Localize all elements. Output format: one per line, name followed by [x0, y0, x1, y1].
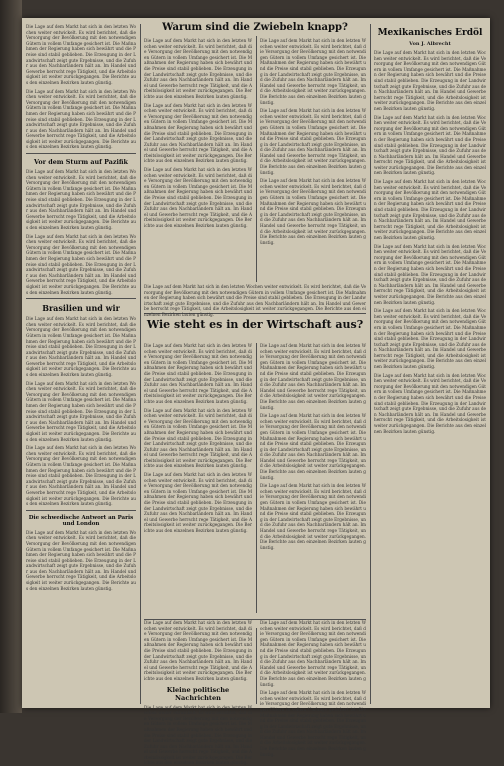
- article-text: Die Lage auf dem Markt hat sich in den letzten Wochen weiter entwickelt. Es wird berichtet, daß die Versorgung der Bevölkerung mit den notwendigen Gütern in vollem Umfange gesichert ist. Die Maßnahmen der Regierung haben sich bewährt und die Preise sind stabil geblieben. Die Erzeugung in der Landwirtschaft zeigt gute Ergebnisse, und die Zufuhr aus den Nachbarländern hält an. Im Handel und Gewerbe herrscht rege Tätigkeit, und die Arbeitslosigkeit ist weiter zurückgegangen. Die Berichte aus den einzelnen Bezirken lauten günstig.: [374, 179, 486, 240]
- headline-answer: Die schwedische Antwort an Paris und London: [28, 514, 134, 527]
- article-text: Die Lage auf dem Markt hat sich in den letzten Wochen weiter entwickelt. Es wird berichtet, daß die Versorgung der Bevölkerung mit den notwendigen Gütern in vollem Umfange gesichert ist. Die Maßnahmen der Regierung haben sich bewährt und die Preise sind stabil geblieben. Die Erzeugung in der Landwirtschaft zeigt gute Ergebnisse, und die Zufuhr aus den Nachbarländern hält an. Im Handel und Gewerbe herrscht rege Tätigkeit, und die Arbeitslosigkeit ist weiter zurückgegangen. Die Berichte aus den einzelnen Bezirken lauten günstig.: [374, 372, 486, 434]
- article-text: Die Lage auf dem Markt hat sich in den letzten Wochen weiter entwickelt. Es wird berichtet, daß die Versorgung der Bevölkerung mit den notwendigen Gütern in vollem Umfange gesichert ist. Die Maßnahmen der Regierung haben sich bewährt und die Preise sind stabil geblieben. Die Erzeugung in der Landwirtschaft zeigt gute Ergebnisse, und die Zufuhr aus den Nachbarländern hält an. Im Handel und Gewerbe herrscht rege Tätigkeit, und die Arbeitslosigkeit ist weiter zurückgegangen. Die Berichte aus den einzelnen Bezirken lauten günstig.: [144, 472, 252, 533]
- article-text: Die Lage auf dem Markt hat sich in den letzten Wochen weiter entwickelt. Es wird berichtet, daß die Versorgung der Bevölkerung mit den notwendigen Gütern in vollem Umfange gesichert ist. Die Maßnahmen der Regierung haben sich bewährt und die Preise sind stabil geblieben. Die Erzeugung in der Landwirtschaft zeigt gute Ergebnisse, und die Zufuhr aus den Nachbarländern hält an. Im Handel und Gewerbe herrscht rege Tätigkeit, und die Arbeitslosigkeit ist weiter zurückgegangen. Die Berichte aus den einzelnen Bezirken lauten günstig.: [26, 316, 136, 378]
- article-text: Die Lage auf dem Markt hat sich in den letzten Wochen weiter entwickelt. Es wird berichtet, daß die Versorgung der Bevölkerung mit den notwendigen Gütern in vollem Umfange gesichert ist. Die Maßnahmen der Regierung haben sich bewährt und die Preise sind stabil geblieben. Die Erzeugung in der Landwirtschaft zeigt gute Ergebnisse, und die Zufuhr aus den Nachbarländern hält an. Im Handel und Gewerbe herrscht rege Tätigkeit, und die Arbeitslosigkeit ist weiter zurückgegangen. Die Berichte aus den einzelnen Bezirken lauten günstig.: [260, 690, 366, 757]
- article-text: Die Lage auf dem Markt hat sich in den letzten Wochen weiter entwickelt. Es wird berichtet, daß die Versorgung der Bevölkerung mit den notwendigen Gütern in vollem Umfange gesichert ist. Die Maßnahmen der Regierung haben sich bewährt und die Preise sind stabil geblieben. Die Erzeugung in der Landwirtschaft zeigt gute Ergebnisse, und die Zufuhr aus den Nachbarländern hält an. Im Handel und Gewerbe herrscht rege Tätigkeit, und die Arbeitslosigkeit ist weiter zurückgegangen. Die Berichte aus den einzelnen Bezirken lauten günstig.: [374, 243, 486, 305]
- article-text: Die Lage auf dem Markt hat sich in den letzten Wochen weiter entwickelt. Es wird berichtet, daß die Versorgung der Bevölkerung mit den notwendigen Gütern in vollem Umfange gesichert ist. Die Maßnahmen der Regierung haben sich bewährt und die Preise sind stabil geblieben. Die Erzeugung in der Landwirtschaft zeigt gute Ergebnisse, und die Zufuhr aus den Nachbarländern hält an. Im Handel und Gewerbe herrscht rege Tätigkeit, und die Arbeitslosigkeit ist weiter zurückgegangen. Die Berichte aus den einzelnen Bezirken lauten günstig.: [374, 50, 486, 111]
- article-text: Die Lage auf dem Markt hat sich in den letzten Wochen weiter entwickelt. Es wird berichtet, daß die Versorgung der Bevölkerung mit den notwendigen Gütern in vollem Umfange gesichert ist. Die Maßnahmen der Regierung haben sich bewährt und die Preise sind stabil geblieben. Die Erzeugung in der Landwirtschaft zeigt gute Ergebnisse, und die Zufuhr aus den Nachbarländern hält an. Im Handel und Gewerbe herrscht rege Tätigkeit, und die Arbeitslosigkeit ist weiter zurückgegangen. Die Berichte aus den einzelnen Bezirken lauten günstig.: [26, 380, 136, 442]
- article-text: Die Lage auf dem Markt hat sich in den letzten Wochen weiter entwickelt. Es wird berichtet, daß die Versorgung der Bevölkerung mit den notwendigen Gütern in vollem Umfange gesichert ist. Die Maßnahmen der Regierung haben sich bewährt und die Preise sind stabil geblieben. Die Erzeugung in der Landwirtschaft zeigt gute Ergebnisse, und die Zufuhr aus den Nachbarländern hält an. Im Handel und Gewerbe herrscht rege Tätigkeit, und die Arbeitslosigkeit ist weiter zurückgegangen. Die Berichte aus den einzelnen Bezirken lauten günstig.: [260, 108, 366, 175]
- article-text: Die Lage auf dem Markt hat sich in den letzten Wochen weiter entwickelt. Es wird berichtet, daß die Versorgung der Bevölkerung mit den notwendigen Gütern in vollem Umfange gesichert ist. Die Maßnahmen der Regierung haben sich bewährt und die Preise sind stabil geblieben. Die Erzeugung in der Landwirtschaft zeigt gute Ergebnisse, und die Zufuhr aus den Nachbarländern hält an. Im Handel und Gewerbe herrscht rege Tätigkeit, und die Arbeitslosigkeit ist weiter zurückgegangen. Die Berichte aus den einzelnen Bezirken lauten günstig.: [144, 620, 252, 681]
- article-text: Die Lage auf dem Markt hat sich in den letzten Wochen weiter entwickelt. Es wird berichtet, daß die Versorgung der Bevölkerung mit den notwendigen Gütern in vollem Umfange gesichert ist. Die Maßnahmen der Regierung haben sich bewährt und die Preise sind stabil geblieben. Die Erzeugung in der Landwirtschaft zeigt gute Ergebnisse, und die Zufuhr aus den Nachbarländern hält an. Im Handel und Gewerbe herrscht rege Tätigkeit, und die Arbeitslosigkeit ist weiter zurückgegangen. Die Berichte aus den einzelnen Bezirken lauten günstig.: [260, 620, 366, 687]
- headline-onion: Warum sind die Zwiebeln knapp?: [162, 22, 348, 33]
- headline-brazil: Brasilien und wir: [42, 303, 120, 314]
- article-text: Die Lage auf dem Markt hat sich in den letzten Wochen weiter entwickelt. Es wird berichtet, daß die Versorgung der Bevölkerung mit den notwendigen Gütern in vollem Umfange gesichert ist. Die Maßnahmen der Regierung haben sich bewährt und die Preise sind stabil geblieben. Die Erzeugung in der Landwirtschaft zeigt gute Ergebnisse, und die Zufuhr aus den Nachbarländern hält an. Im Handel und Gewerbe herrscht rege Tätigkeit, und die Arbeitslosigkeit ist weiter zurückgegangen. Die Berichte aus den einzelnen Bezirken lauten günstig.: [144, 407, 252, 469]
- article-text: Die Lage auf dem Markt hat sich in den letzten Wochen weiter entwickelt. Es wird berichtet, daß die Versorgung der Bevölkerung mit den notwendigen Gütern in vollem Umfange gesichert ist. Die Maßnahmen der Regierung haben sich bewährt und die Preise sind stabil geblieben. Die Erzeugung in der Landwirtschaft zeigt gute Ergebnisse, und die Zufuhr aus den Nachbarländern hält an. Im Handel und Gewerbe herrscht rege Tätigkeit, und die Arbeitslosigkeit ist weiter zurückgegangen. Die Berichte aus den einzelnen Bezirken lauten günstig.: [26, 24, 136, 85]
- article-text: Die Lage auf dem Markt hat sich in den letzten Wochen weiter entwickelt. Es wird berichtet, daß die Versorgung der Bevölkerung mit den notwendigen Gütern in vollem Umfange gesichert ist. Die Maßnahmen der Regierung haben sich bewährt und die Preise sind stabil geblieben. Die Erzeugung in der Landwirtschaft zeigt gute Ergebnisse, und die Zufuhr aus den Nachbarländern hält an. Im Handel und Gewerbe herrscht rege Tätigkeit, und die Arbeitslosigkeit ist weiter zurückgegangen. Die Berichte aus den einzelnen Bezirken lauten günstig.: [144, 38, 252, 99]
- headline-mexico: Mexikanisches Erdöl: [377, 28, 483, 38]
- article-text: Die Lage auf dem Markt hat sich in den letzten Wochen weiter entwickelt. Es wird berichtet, daß die Versorgung der Bevölkerung mit den notwendigen Gütern in vollem Umfange gesichert ist. Die Maßnahmen der Regierung haben sich bewährt und die Preise sind stabil geblieben. Die Erzeugung in der Landwirtschaft zeigt gute Ergebnisse, und die Zufuhr aus den Nachbarländern hält an. Im Handel und Gewerbe herrscht rege Tätigkeit, und die Arbeitslosigkeit ist weiter zurückgegangen. Die Berichte aus den einzelnen Bezirken lauten günstig.: [144, 102, 252, 164]
- paper-tone: [22, 18, 490, 708]
- article-text: Die Lage auf dem Markt hat sich in den letzten Wochen weiter entwickelt. Es wird berichtet, daß die Versorgung der Bevölkerung mit den notwendigen Gütern in vollem Umfange gesichert ist. Die Maßnahmen der Regierung haben sich bewährt und die Preise sind stabil geblieben. Die Erzeugung in der Landwirtschaft zeigt gute Ergebnisse, und die Zufuhr aus den Nachbarländern hält an. Im Handel und Gewerbe herrscht rege Tätigkeit, und die Arbeitslosigkeit ist weiter zurückgegangen. Die Berichte aus den einzelnen Bezirken lauten günstig.: [26, 445, 136, 507]
- article-text: Die Lage auf dem Markt hat sich in den letzten Wochen weiter entwickelt. Es wird berichtet, daß die Versorgung der Bevölkerung mit den notwendigen Gütern in vollem Umfange gesichert ist. Die Maßnahmen der Regierung haben sich bewährt und die Preise sind stabil geblieben. Die Erzeugung in der Landwirtschaft zeigt gute Ergebnisse, und die Zufuhr aus den Nachbarländern hält an. Im Handel und Gewerbe herrscht rege Tätigkeit, und die Arbeitslosigkeit ist weiter zurückgegangen. Die Berichte aus den einzelnen Bezirken lauten günstig.: [260, 38, 366, 105]
- headline-politics: Kleine politische Nachrichten: [166, 685, 230, 702]
- headline-pacific: Vor dem Sturm auf Pazifik: [34, 158, 128, 167]
- byline: Von J. Albrecht: [409, 41, 451, 47]
- article-text: Die Lage auf dem Markt hat sich in den letzten Wochen weiter entwickelt. Es wird berichtet, daß die Versorgung der Bevölkerung mit den notwendigen Gütern in vollem Umfange gesichert ist. Die Maßnahmen der Regierung haben sich bewährt und die Preise sind stabil geblieben. Die Erzeugung in der Landwirtschaft zeigt gute Ergebnisse, und die Zufuhr aus den Nachbarländern hält an. Im Handel und Gewerbe herrscht rege Tätigkeit, und die Arbeitslosigkeit ist weiter zurückgegangen. Die Berichte aus den einzelnen Bezirken lauten günstig.: [26, 233, 136, 295]
- article-text: Die Lage auf dem Markt hat sich in den letzten Wochen weiter entwickelt. Es wird berichtet, daß die Versorgung der Bevölkerung mit den notwendigen Gütern in vollem Umfange gesichert ist. Die Maßnahmen der Regierung haben sich bewährt und die Preise sind stabil geblieben. Die Erzeugung in der Landwirtschaft zeigt gute Ergebnisse, und die Zufuhr aus den Nachbarländern hält an. Im Handel und Gewerbe herrscht rege Tätigkeit, und die Arbeitslosigkeit ist weiter zurückgegangen. Die Berichte aus den einzelnen Bezirken lauten günstig.: [26, 529, 136, 591]
- article-text: Die Lage auf dem Markt hat sich in den letzten Wochen weiter entwickelt. Es wird berichtet, daß die Versorgung der Bevölkerung mit den notwendigen Gütern in vollem Umfange gesichert ist. Die Maßnahmen der Regierung haben sich bewährt und die Preise sind stabil geblieben. Die Erzeugung in der Landwirtschaft zeigt gute Ergebnisse, und die Zufuhr aus den Nachbarländern hält an. Im Handel und Gewerbe herrscht rege Tätigkeit, und die Arbeitslosigkeit ist weiter zurückgegangen. Die Berichte aus den einzelnen Bezirken lauten günstig.: [144, 704, 252, 766]
- article-text: Die Lage auf dem Markt hat sich in den letzten Wochen weiter entwickelt. Es wird berichtet, daß die Versorgung der Bevölkerung mit den notwendigen Gütern in vollem Umfange gesichert ist. Die Maßnahmen der Regierung haben sich bewährt und die Preise sind stabil geblieben. Die Erzeugung in der Landwirtschaft zeigt gute Ergebnisse, und die Zufuhr aus den Nachbarländern hält an. Im Handel und Gewerbe herrscht rege Tätigkeit, und die Arbeitslosigkeit ist weiter zurückgegangen. Die Berichte aus den einzelnen Bezirken lauten günstig.: [144, 167, 252, 228]
- article-text: Die Lage auf dem Markt hat sich in den letzten Wochen weiter entwickelt. Es wird berichtet, daß die Versorgung der Bevölkerung mit den notwendigen Gütern in vollem Umfange gesichert ist. Die Maßnahmen der Regierung haben sich bewährt und die Preise sind stabil geblieben. Die Erzeugung in der Landwirtschaft zeigt gute Ergebnisse, und die Zufuhr aus den Nachbarländern hält an. Im Handel und Gewerbe herrscht rege Tätigkeit, und die Arbeitslosigkeit ist weiter zurückgegangen. Die Berichte aus den einzelnen Bezirken lauten günstig.: [26, 88, 136, 150]
- article-text: Die Lage auf dem Markt hat sich in den letzten Wochen weiter entwickelt. Es wird berichtet, daß die Versorgung der Bevölkerung mit den notwendigen Gütern in vollem Umfange gesichert ist. Die Maßnahmen der Regierung haben sich bewährt und die Preise sind stabil geblieben. Die Erzeugung in der Landwirtschaft zeigt gute Ergebnisse, und die Zufuhr aus den Nachbarländern hält an. Im Handel und Gewerbe herrscht rege Tätigkeit, und die Arbeitslosigkeit ist weiter zurückgegangen. Die Berichte aus den einzelnen Bezirken lauten günstig.: [144, 284, 366, 317]
- newspaper-page: [22, 18, 490, 766]
- article-text: Die Lage auf dem Markt hat sich in den letzten Wochen weiter entwickelt. Es wird berichtet, daß die Versorgung der Bevölkerung mit den notwendigen Gütern in vollem Umfange gesichert ist. Die Maßnahmen der Regierung haben sich bewährt und die Preise sind stabil geblieben. Die Erzeugung in der Landwirtschaft zeigt gute Ergebnisse, und die Zufuhr aus den Nachbarländern hält an. Im Handel und Gewerbe herrscht rege Tätigkeit, und die Arbeitslosigkeit ist weiter zurückgegangen. Die Berichte aus den einzelnen Bezirken lauten günstig.: [260, 178, 366, 245]
- article-text: Die Lage auf dem Markt hat sich in den letzten Wochen weiter entwickelt. Es wird berichtet, daß die Versorgung der Bevölkerung mit den notwendigen Gütern in vollem Umfange gesichert ist. Die Maßnahmen der Regierung haben sich bewährt und die Preise sind stabil geblieben. Die Erzeugung in der Landwirtschaft zeigt gute Ergebnisse, und die Zufuhr aus den Nachbarländern hält an. Im Handel und Gewerbe herrscht rege Tätigkeit, und die Arbeitslosigkeit ist weiter zurückgegangen. Die Berichte aus den einzelnen Bezirken lauten günstig.: [260, 343, 366, 410]
- article-text: Die Lage auf dem Markt hat sich in den letzten Wochen weiter entwickelt. Es wird berichtet, daß die Versorgung der Bevölkerung mit den notwendigen Gütern in vollem Umfange gesichert ist. Die Maßnahmen der Regierung haben sich bewährt und die Preise sind stabil geblieben. Die Erzeugung in der Landwirtschaft zeigt gute Ergebnisse, und die Zufuhr aus den Nachbarländern hält an. Im Handel und Gewerbe herrscht rege Tätigkeit, und die Arbeitslosigkeit ist weiter zurückgegangen. Die Berichte aus den einzelnen Bezirken lauten günstig.: [260, 483, 366, 550]
- article-text: Die Lage auf dem Markt hat sich in den letzten Wochen weiter entwickelt. Es wird berichtet, daß die Versorgung der Bevölkerung mit den notwendigen Gütern in vollem Umfange gesichert ist. Die Maßnahmen der Regierung haben sich bewährt und die Preise sind stabil geblieben. Die Erzeugung in der Landwirtschaft zeigt gute Ergebnisse, und die Zufuhr aus den Nachbarländern hält an. Im Handel und Gewerbe herrscht rege Tätigkeit, und die Arbeitslosigkeit ist weiter zurückgegangen. Die Berichte aus den einzelnen Bezirken lauten günstig.: [26, 169, 136, 230]
- article-text: Die Lage auf dem Markt hat sich in den letzten Wochen weiter entwickelt. Es wird berichtet, daß die Versorgung der Bevölkerung mit den notwendigen Gütern in vollem Umfange gesichert ist. Die Maßnahmen der Regierung haben sich bewährt und die Preise sind stabil geblieben. Die Erzeugung in der Landwirtschaft zeigt gute Ergebnisse, und die Zufuhr aus den Nachbarländern hält an. Im Handel und Gewerbe herrscht rege Tätigkeit, und die Arbeitslosigkeit ist weiter zurückgegangen. Die Berichte aus den einzelnen Bezirken lauten günstig.: [374, 308, 486, 370]
- article-text: Die Lage auf dem Markt hat sich in den letzten Wochen weiter entwickelt. Es wird berichtet, daß die Versorgung der Bevölkerung mit den notwendigen Gütern in vollem Umfange gesichert ist. Die Maßnahmen der Regierung haben sich bewährt und die Preise sind stabil geblieben. Die Erzeugung in der Landwirtschaft zeigt gute Ergebnisse, und die Zufuhr aus den Nachbarländern hält an. Im Handel und Gewerbe herrscht rege Tätigkeit, und die Arbeitslosigkeit ist weiter zurückgegangen. Die Berichte aus den einzelnen Bezirken lauten günstig.: [260, 413, 366, 480]
- headline-economy: Wie steht es in der Wirtschaft aus?: [146, 318, 364, 331]
- article-text: Die Lage auf dem Markt hat sich in den letzten Wochen weiter entwickelt. Es wird berichtet, daß die Versorgung der Bevölkerung mit den notwendigen Gütern in vollem Umfange gesichert ist. Die Maßnahmen der Regierung haben sich bewährt und die Preise sind stabil geblieben. Die Erzeugung in der Landwirtschaft zeigt gute Ergebnisse, und die Zufuhr aus den Nachbarländern hält an. Im Handel und Gewerbe herrscht rege Tätigkeit, und die Arbeitslosigkeit ist weiter zurückgegangen. Die Berichte aus den einzelnen Bezirken lauten günstig.: [144, 343, 252, 404]
- page-edge-shadow: [0, 0, 22, 713]
- article-text: Die Lage auf dem Markt hat sich in den letzten Wochen weiter entwickelt. Es wird berichtet, daß die Versorgung der Bevölkerung mit den notwendigen Gütern in vollem Umfange gesichert ist. Die Maßnahmen der Regierung haben sich bewährt und die Preise sind stabil geblieben. Die Erzeugung in der Landwirtschaft zeigt gute Ergebnisse, und die Zufuhr aus den Nachbarländern hält an. Im Handel und Gewerbe herrscht rege Tätigkeit, und die Arbeitslosigkeit ist weiter zurückgegangen. Die Berichte aus den einzelnen Bezirken lauten günstig.: [374, 114, 486, 176]
